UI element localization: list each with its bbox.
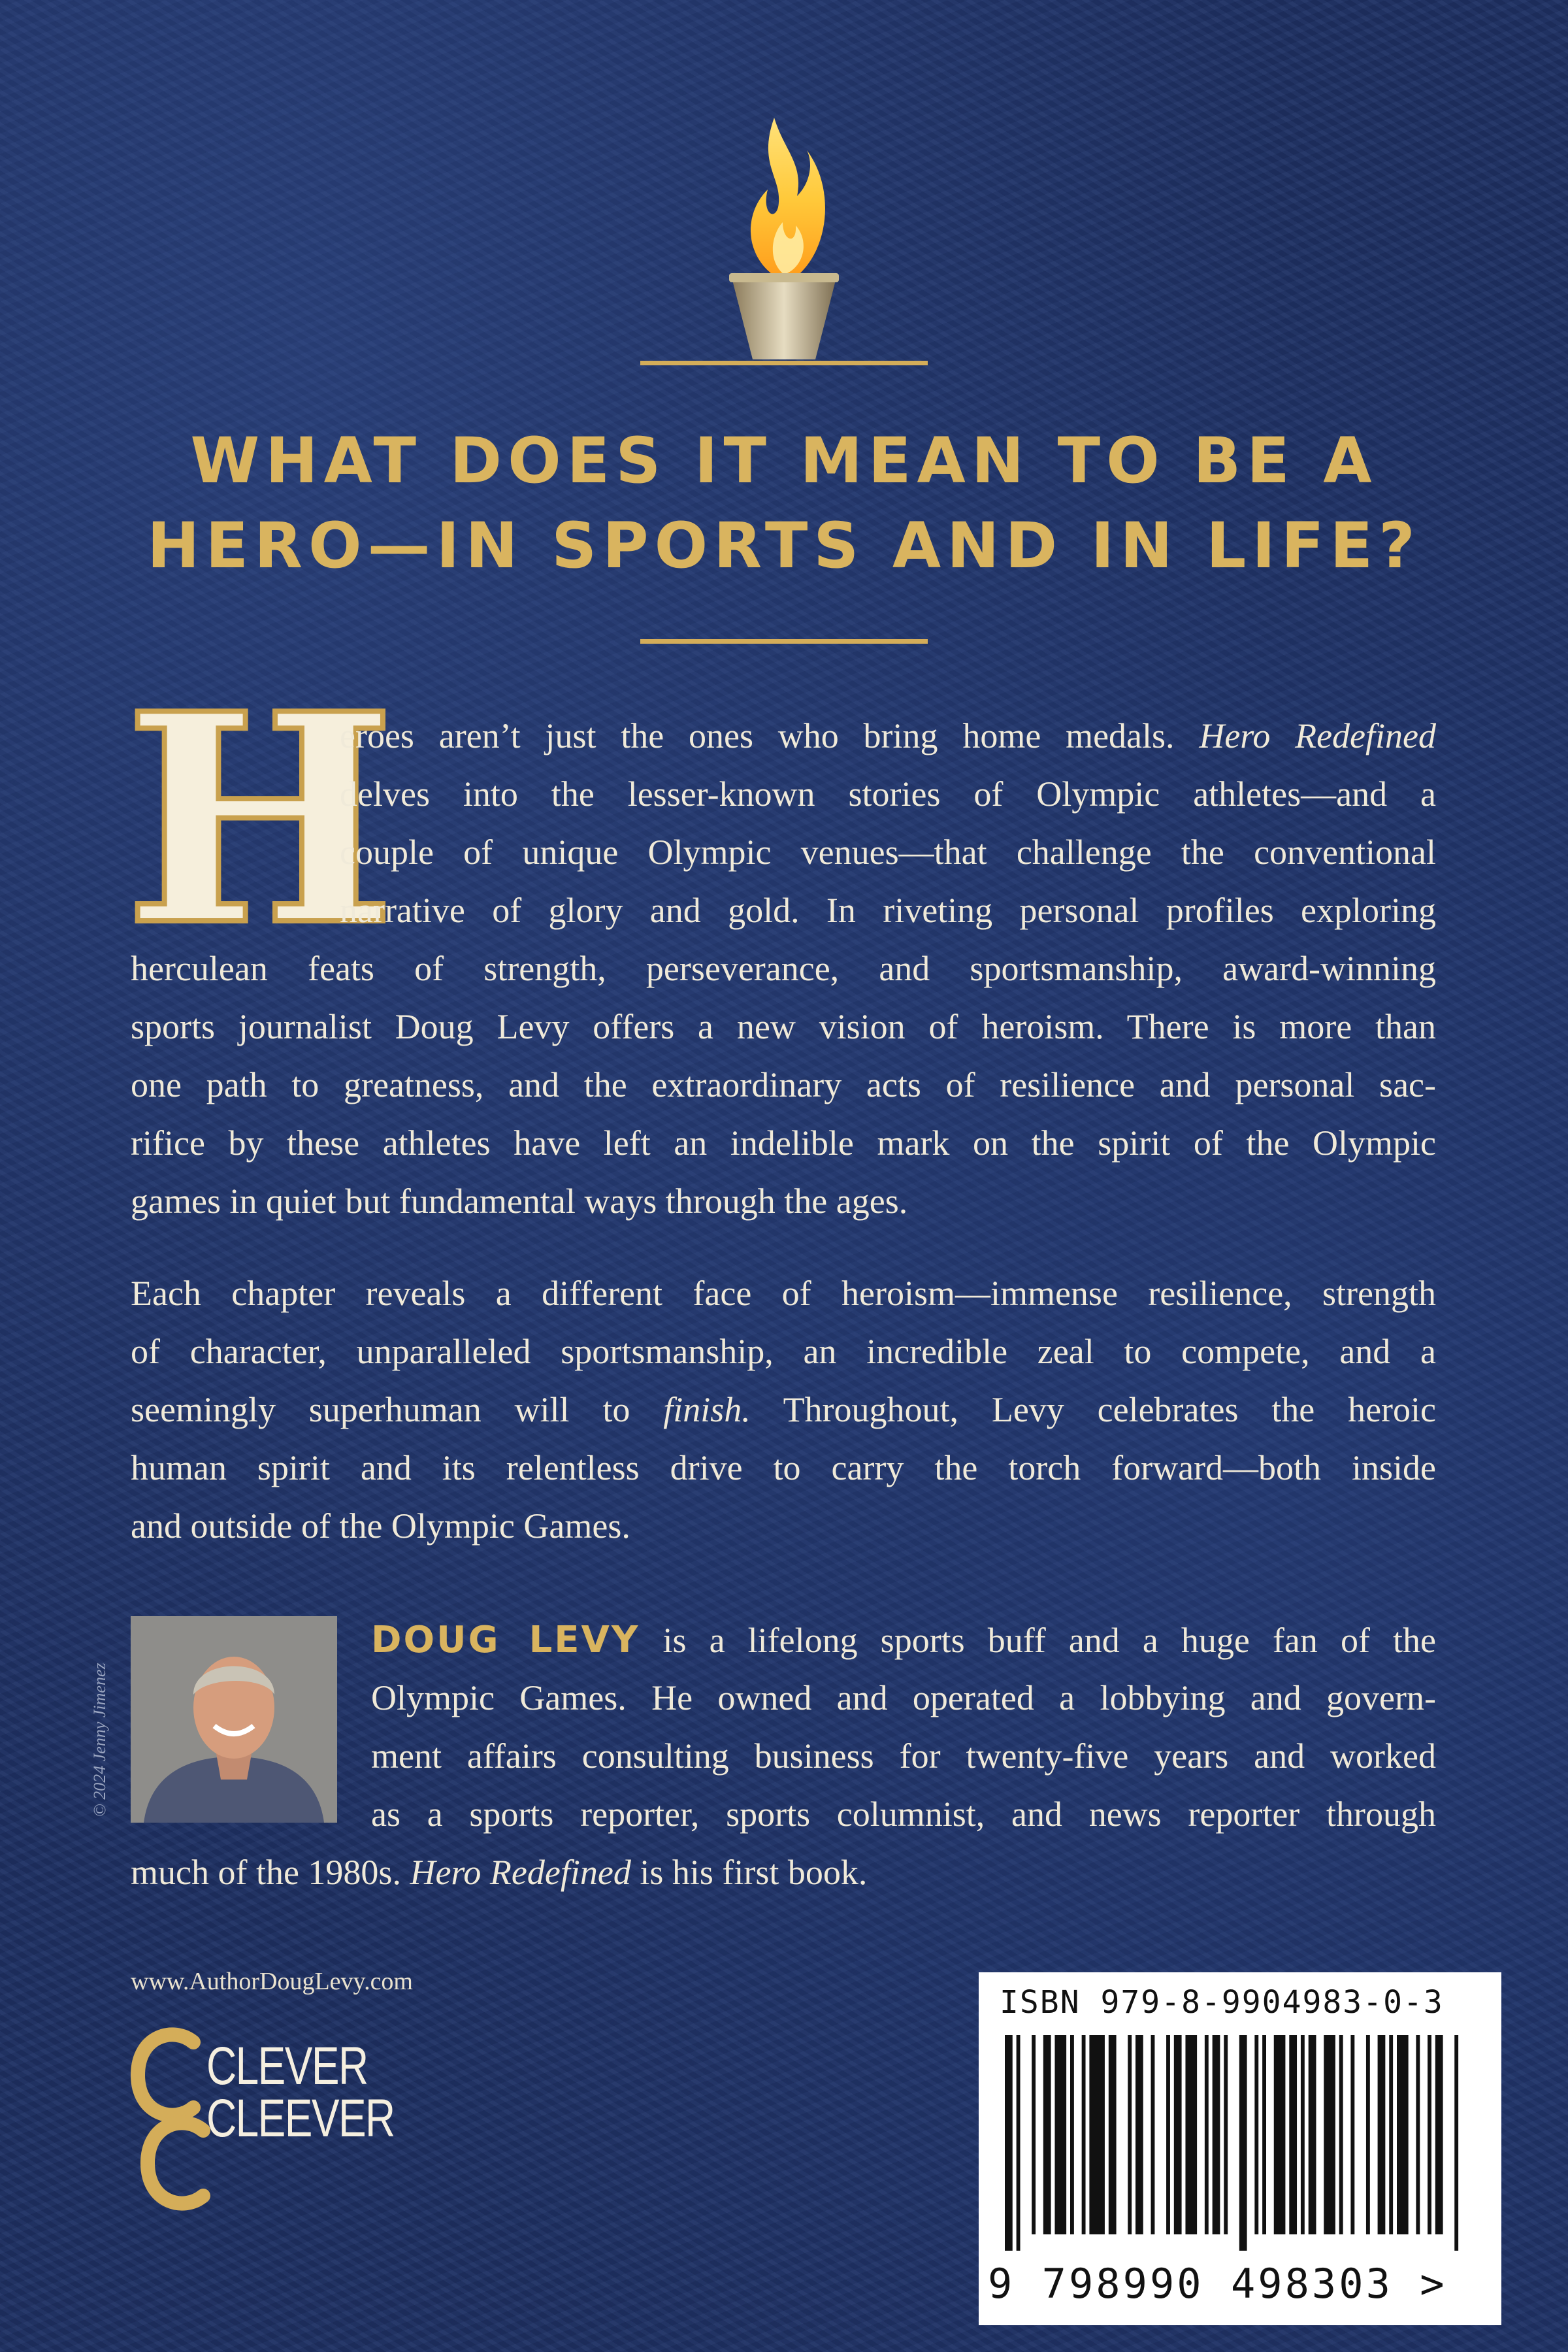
barcode-bar <box>1205 2035 1209 2234</box>
paragraph-line: eroes aren’t just the ones who bring home medals. Hero Redefined <box>340 716 1437 755</box>
barcode-bar <box>1254 2035 1258 2234</box>
barcode-bar <box>1366 2035 1370 2234</box>
barcode-bar <box>1435 2035 1443 2234</box>
publisher-name-line: CLEEVER <box>206 2089 395 2148</box>
barcode-bar <box>1166 2035 1170 2234</box>
barcode-bar <box>1324 2035 1335 2234</box>
barcode-bar <box>1397 2035 1409 2234</box>
barcode-bar <box>1005 2035 1013 2251</box>
paragraph-line: herculean feats of strength, perseverance, and sportsmanship, award-winning <box>131 949 1436 988</box>
paragraph-line: one path to greatness, and the extraordinary acts of resilience and personal sac- <box>131 1065 1436 1104</box>
headline-line: HERO—IN SPORTS AND IN LIFE? <box>147 509 1421 582</box>
author-website: www.AuthorDougLevy.com <box>131 1968 413 1995</box>
barcode-bars <box>1005 2035 1462 2251</box>
paragraph-line: DOUG LEVY is a lifelong sports buff and a huge fan of the <box>371 1619 1436 1661</box>
paragraph-line: games in quiet but fundamental ways through the ages. <box>131 1182 908 1221</box>
paragraph-line: rifice by these athletes have left an indelible mark on the spirit of the Olympic <box>131 1123 1436 1163</box>
barcode-bar <box>1213 2035 1220 2234</box>
top-divider <box>640 361 928 365</box>
barcode-bar <box>1416 2035 1420 2234</box>
description-paragraph-2 <box>131 1265 1436 1555</box>
publisher-monogram-icon <box>128 2023 220 2219</box>
barcode-bar <box>1185 2035 1197 2234</box>
barcode-bar <box>1070 2035 1074 2234</box>
barcode-bar <box>1289 2035 1297 2234</box>
barcode-bar <box>1339 2035 1343 2234</box>
headline <box>0 418 1568 588</box>
paragraph-line: narrative of glory and gold. In riveting personal profiles exploring <box>340 891 1436 930</box>
barcode-bar <box>1350 2035 1354 2234</box>
barcode-bar <box>1089 2035 1105 2234</box>
author-name: DOUG LEVY <box>371 1619 640 1661</box>
isbn-label: ISBN 979-8-9904983-0-3 <box>1000 1984 1444 2021</box>
barcode-bar <box>1274 2035 1286 2234</box>
barcode-bar <box>1309 2035 1316 2234</box>
barcode-bar <box>1017 2035 1021 2251</box>
headline-line: WHAT DOES IT MEAN TO BE A <box>190 424 1378 497</box>
paragraph-line: as a sports reporter, sports columnist, and news reporter through <box>371 1795 1436 1834</box>
paragraph-line: Olympic Games. He owned and operated a lobbying and govern- <box>371 1678 1436 1717</box>
paragraph-line: delves into the lesser-known stories of Olympic athletes—and a <box>340 774 1436 814</box>
barcode-bar <box>1239 2035 1247 2251</box>
barcode-bar <box>1389 2035 1393 2234</box>
paragraph-line: human spirit and its relentless drive to carry the torch forward—both inside <box>131 1448 1436 1487</box>
barcode-bar <box>1428 2035 1431 2234</box>
clever-cleever-logo <box>128 2023 409 2219</box>
author-bio <box>131 1611 1436 1902</box>
olympic-torch-icon <box>706 91 862 366</box>
barcode-bar <box>1224 2035 1228 2234</box>
paragraph-line: and outside of the Olympic Games. <box>131 1506 630 1546</box>
description-paragraph-1 <box>131 707 1436 1231</box>
paragraph-line: of character, unparalleled sportsmanship, an incredible zeal to compete, and a <box>131 1332 1436 1371</box>
barcode-bar <box>1128 2035 1132 2234</box>
paragraph-line: seemingly superhuman will to finish. Throughout, Levy celebrates the heroic <box>131 1390 1436 1429</box>
barcode-bar <box>1109 2035 1117 2234</box>
barcode-bar <box>1454 2035 1458 2251</box>
barcode-digits: 9 798990 498303 > <box>988 2260 1447 2308</box>
isbn-barcode <box>979 1972 1501 2325</box>
photo-credit: © 2024 Jenny Jimenez <box>90 1663 109 1817</box>
barcode-bar <box>1082 2035 1086 2234</box>
barcode-bar <box>1032 2035 1036 2234</box>
barcode-bar <box>1054 2035 1066 2234</box>
drop-cap: H <box>124 651 396 989</box>
paragraph-line: ment affairs consulting business for twenty-five years and worked <box>371 1736 1436 1776</box>
publisher-name-line: CLEVER <box>206 2036 368 2096</box>
paragraph-line: couple of unique Olympic venues—that challenge the conventional <box>340 833 1436 872</box>
barcode-bar <box>1262 2035 1266 2234</box>
barcode-bar <box>1301 2035 1305 2234</box>
barcode-bar <box>1043 2035 1051 2234</box>
barcode-bar <box>1378 2035 1386 2234</box>
bottom-divider <box>640 639 928 644</box>
barcode-bar <box>1151 2035 1155 2234</box>
paragraph-line: much of the 1980s. Hero Redefined is his first book. <box>131 1853 868 1892</box>
paragraph-line: sports journalist Doug Levy offers a new vision of heroism. There is more than <box>131 1007 1436 1046</box>
barcode-bar <box>1135 2035 1143 2234</box>
barcode-bar <box>1174 2035 1182 2234</box>
paragraph-line: Each chapter reveals a different face of heroism—immense resilience, strength <box>131 1274 1436 1313</box>
